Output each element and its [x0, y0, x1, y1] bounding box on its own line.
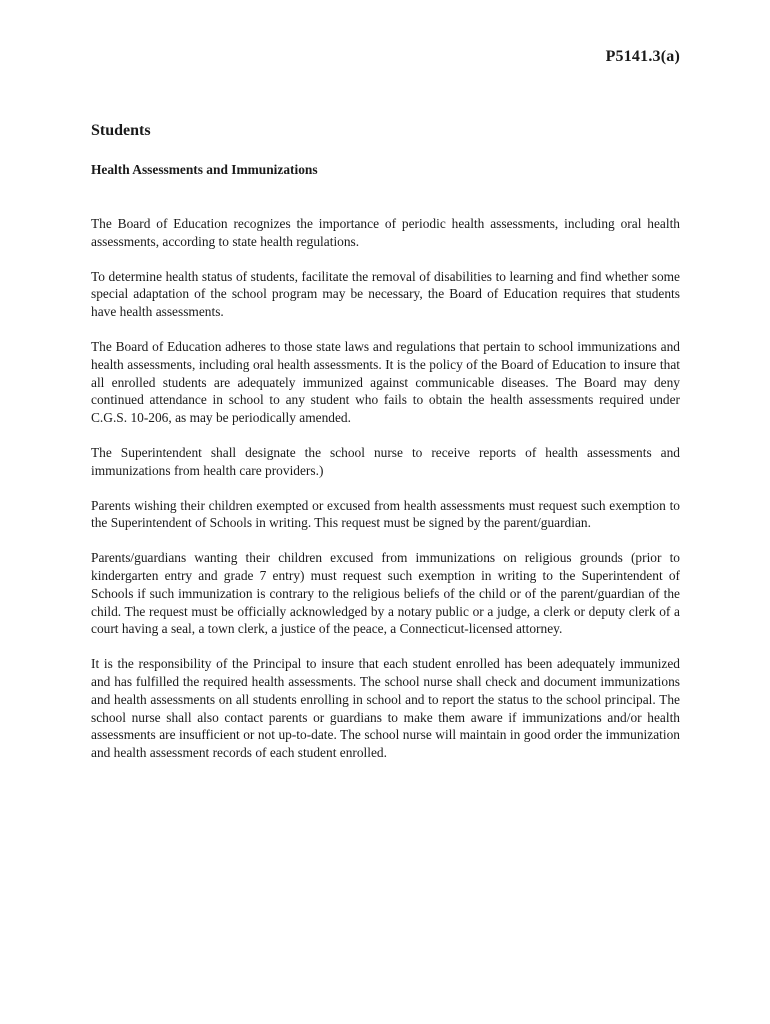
paragraph: To determine health status of students, facilitate the removal of disabilities to learning and find whether some special adaptation of the school program may be necessary, the Board of Education requires that students have health assessments.: [91, 268, 680, 320]
paragraph: It is the responsibility of the Principal to insure that each student enrolled has been adequately immunized and has fulfilled the required health assessments. The school nurse shall check and document immunizations and health assessments on all students enrolling in school and to report the status to the school principal. The school nurse shall also contact parents or guardians to make them aware if immunizations and/or health assessments are insufficient or not up-to-date. The school nurse will maintain in good order the immunization and health assessment records of each student enrolled.: [91, 656, 680, 761]
document-title: Health Assessments and Immunizations: [91, 162, 318, 177]
section-title: Students: [91, 122, 151, 139]
policy-number: P5141.3(a): [605, 48, 680, 65]
paragraph: Parents/guardians wanting their children excused from immunizations on religious grounds (prior to kindergarten entry and grade 7 entry) must request such exemption in writing to the Superintendent of Schools if such immunization is contrary to the religious beliefs of the child or of the parent/guardian of the child. The request must be officially acknowledged by a notary public or a judge, a clerk or deputy clerk of a court having a seal, a town clerk, a justice of the peace, a Connecticut-licensed attorney.: [91, 550, 680, 637]
paragraph: The Superintendent shall designate the school nurse to receive reports of health assessments and immunizations from health care providers.): [91, 444, 680, 478]
paragraph: The Board of Education adheres to those state laws and regulations that pertain to school immunizations and health assessments, including oral health assessments. It is the policy of the Board of Education to insure that all enrolled students are adequately immunized against communicable diseases. The Board may deny continued attendance in school to any student who fails to obtain the health assessments required under C.G.S. 10-206, as may be periodically amended.: [91, 338, 680, 426]
paragraph: Parents wishing their children exempted or excused from health assessments must request such exemption to the Superintendent of Schools in writing. This request must be signed by the parent/guardian.: [91, 497, 680, 531]
paragraph: The Board of Education recognizes the importance of periodic health assessments, including oral health assessments, according to state health regulations.: [91, 216, 680, 249]
document-body: [91, 215, 680, 779]
